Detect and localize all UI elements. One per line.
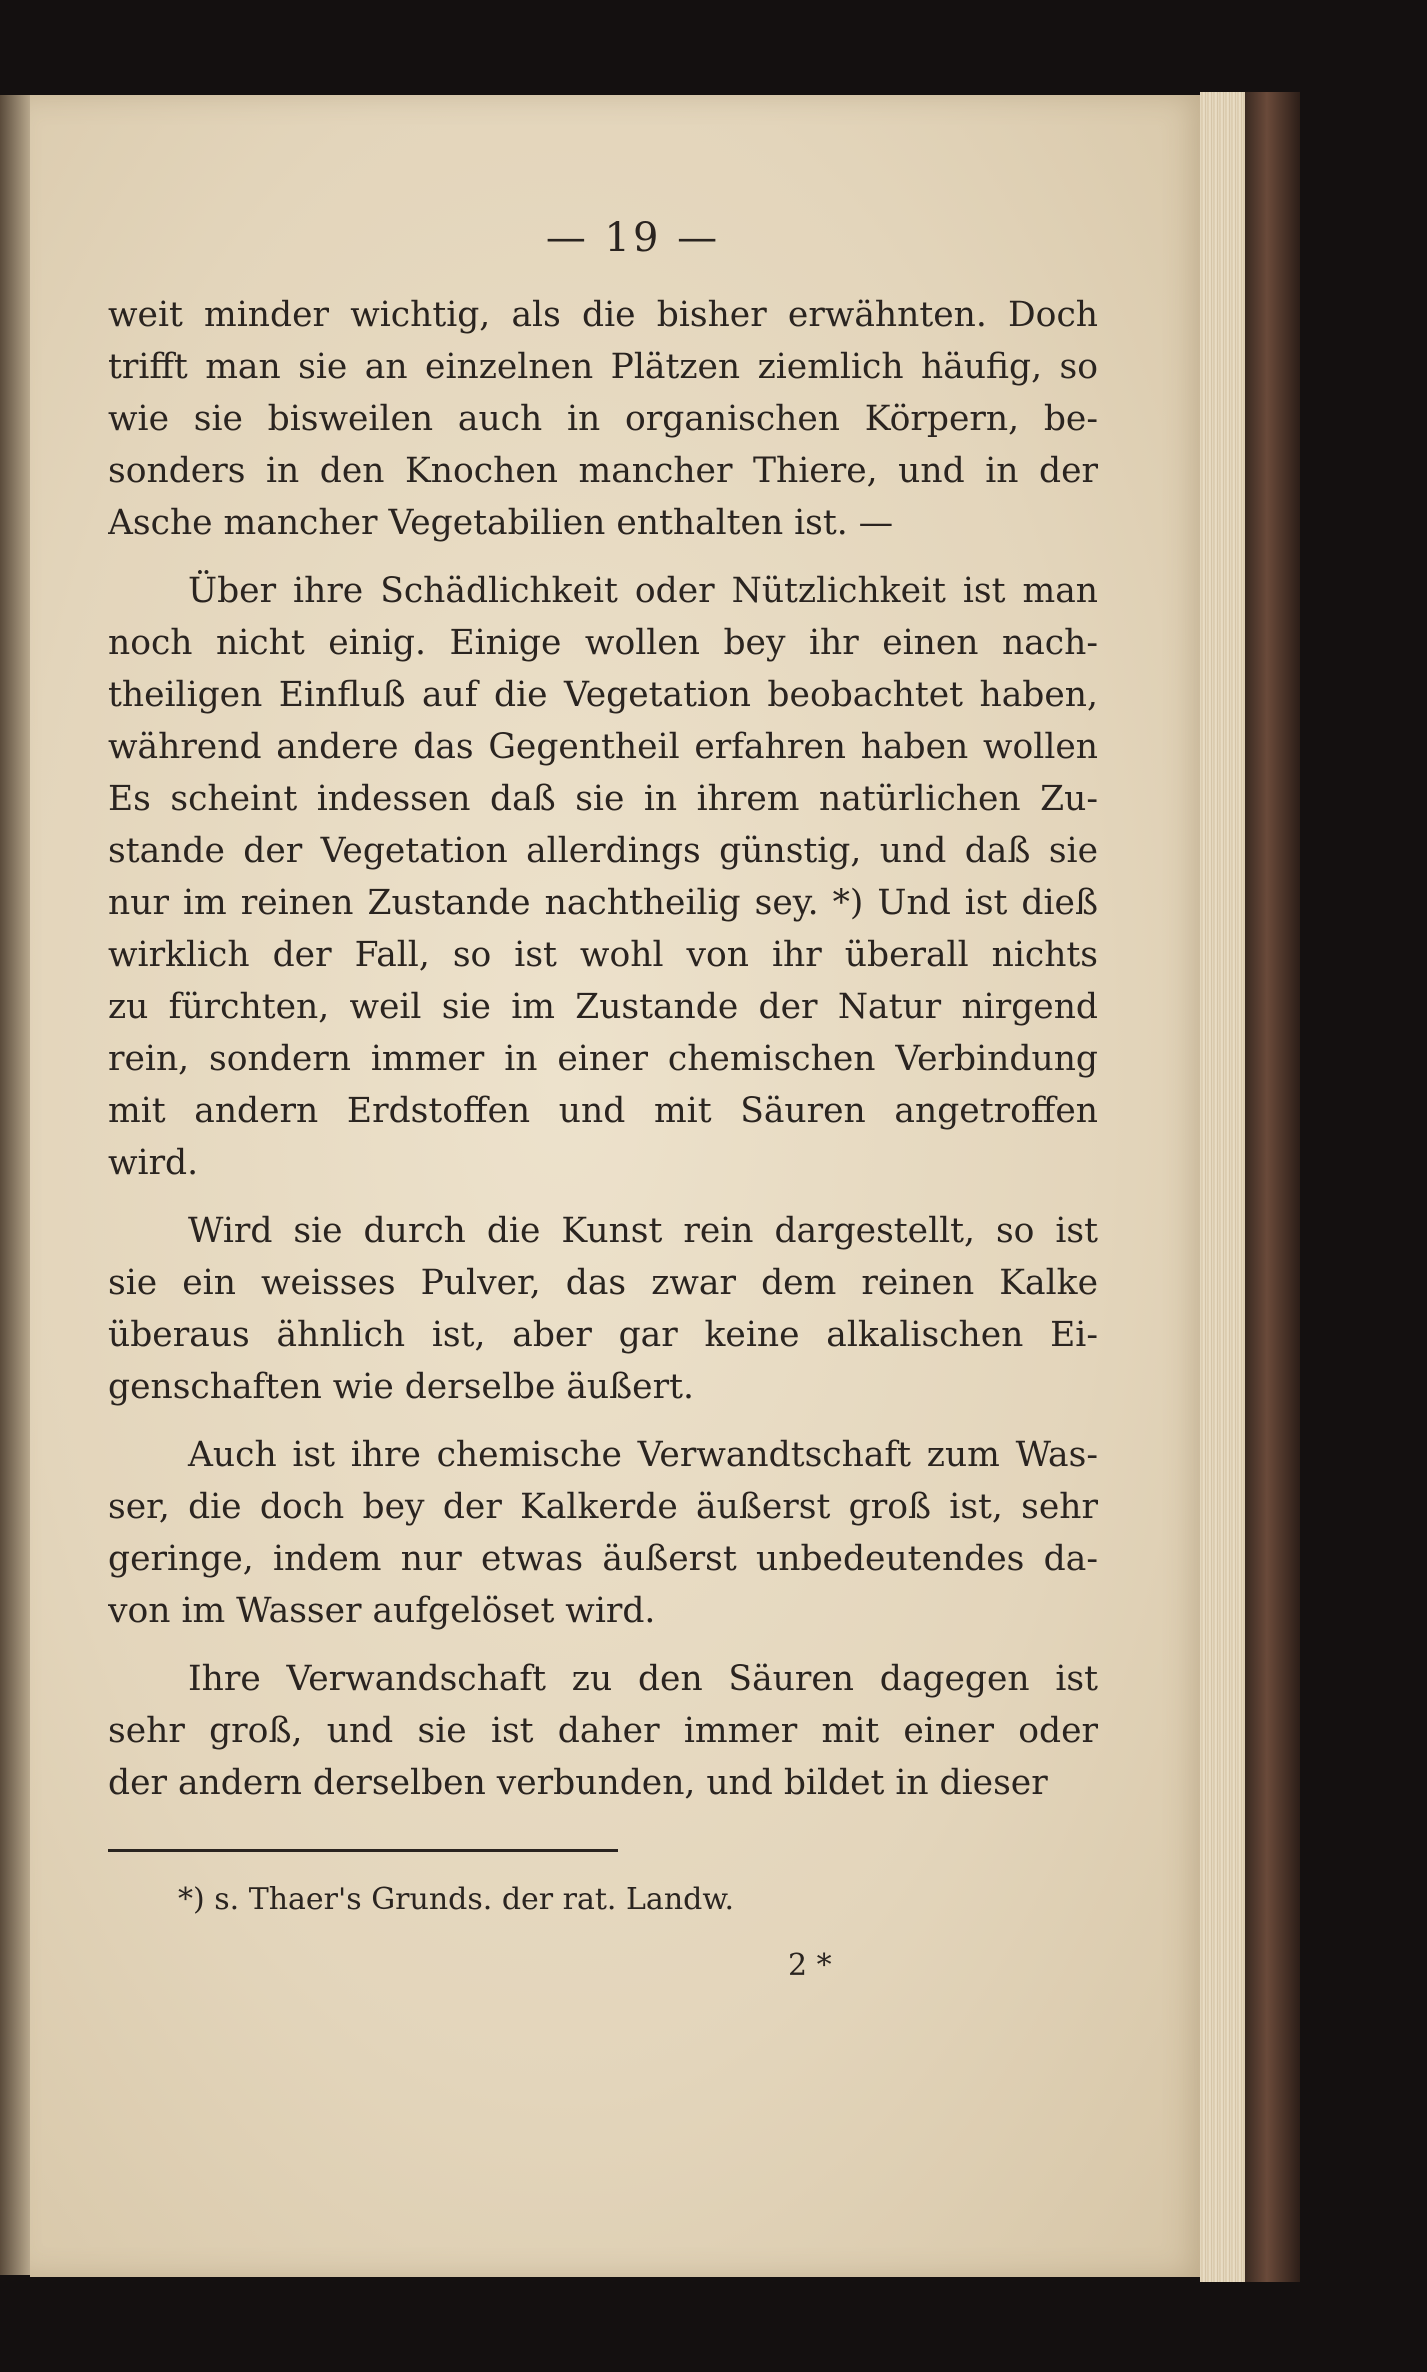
paragraph-gap: [108, 549, 1098, 565]
paragraph-gap: [108, 1413, 1098, 1429]
text-line: überaus ähnlich ist, aber gar keine alkalischen Ei-: [108, 1315, 1098, 1355]
text-line: genschaften wie derselbe äußert.: [108, 1367, 694, 1407]
text-line: noch nicht einig. Einige wollen bey ihr einen nach-: [108, 623, 1098, 663]
text-line: nur im reinen Zustande nachtheilig sey. *) Und ist dieß: [108, 883, 1098, 923]
text-line: sonders in den Knochen mancher Thiere, und in der: [108, 451, 1098, 491]
page-content: [108, 215, 1098, 1988]
text-line: sie ein weisses Pulver, das zwar dem reinen Kalke: [108, 1263, 1098, 1303]
paragraph: [108, 1205, 1098, 1413]
text-line: wird.: [108, 1143, 199, 1183]
paragraph: [108, 565, 1098, 1189]
text-line: während andere das Gegentheil erfahren haben wollen: [108, 727, 1098, 767]
book-cover-edge: [1245, 92, 1300, 2282]
text-line: Wird sie durch die Kunst rein dargestellt, so ist: [188, 1211, 1098, 1251]
paragraph: [108, 1429, 1098, 1637]
paragraph-gap: [108, 1637, 1098, 1653]
footnote-rule: [108, 1849, 618, 1852]
text-line: Es scheint indessen daß sie in ihrem natürlichen Zu-: [108, 779, 1098, 819]
text-line: Asche mancher Vegetabilien enthalten ist. —: [108, 503, 894, 543]
text-line: rein, sondern immer in einer chemischen Verbindung: [108, 1039, 1098, 1079]
text-line: Auch ist ihre chemische Verwandtschaft zum Was-: [188, 1435, 1098, 1475]
paragraph-gap: [108, 1189, 1098, 1205]
page-number: — 19 —: [545, 215, 721, 261]
facing-page-edge: [0, 95, 30, 2275]
paragraph: [108, 289, 1098, 549]
text-line: wie sie bisweilen auch in organischen Körpern, be-: [108, 399, 1098, 439]
body-text: [108, 289, 1098, 1809]
text-line: wirklich der Fall, so ist wohl von ihr überall nichts: [108, 935, 1098, 975]
text-line: weit minder wichtig, als die bisher erwähnten. Doch: [108, 295, 1098, 335]
paragraph: [108, 1653, 1098, 1809]
text-line: geringe, indem nur etwas äußerst unbedeutendes da-: [108, 1539, 1098, 1579]
text-line: zu fürchten, weil sie im Zustande der Natur nirgend: [108, 987, 1098, 1027]
text-line: Über ihre Schädlichkeit oder Nützlichkeit ist man: [188, 571, 1098, 611]
signature-mark: 2 *: [788, 1948, 832, 1983]
text-line: theiligen Einfluß auf die Vegetation beobachtet haben,: [108, 675, 1098, 715]
text-line: von im Wasser aufgelöset wird.: [108, 1591, 656, 1631]
text-line: mit andern Erdstoffen und mit Säuren angetroffen: [108, 1091, 1098, 1131]
text-line: trifft man sie an einzelnen Plätzen ziemlich häufig, so: [108, 347, 1098, 387]
text-line: stande der Vegetation allerdings günstig, und daß sie: [108, 831, 1098, 871]
footnote: *) s. Thaer's Grunds. der rat. Landw.: [178, 1882, 734, 1917]
text-line: der andern derselben verbunden, und bildet in dieser: [108, 1763, 1048, 1803]
text-line: Ihre Verwandschaft zu den Säuren dagegen ist: [188, 1659, 1098, 1699]
text-line: sehr groß, und sie ist daher immer mit einer oder: [108, 1711, 1098, 1751]
text-line: ser, die doch bey der Kalkerde äußerst groß ist, sehr: [108, 1487, 1098, 1527]
